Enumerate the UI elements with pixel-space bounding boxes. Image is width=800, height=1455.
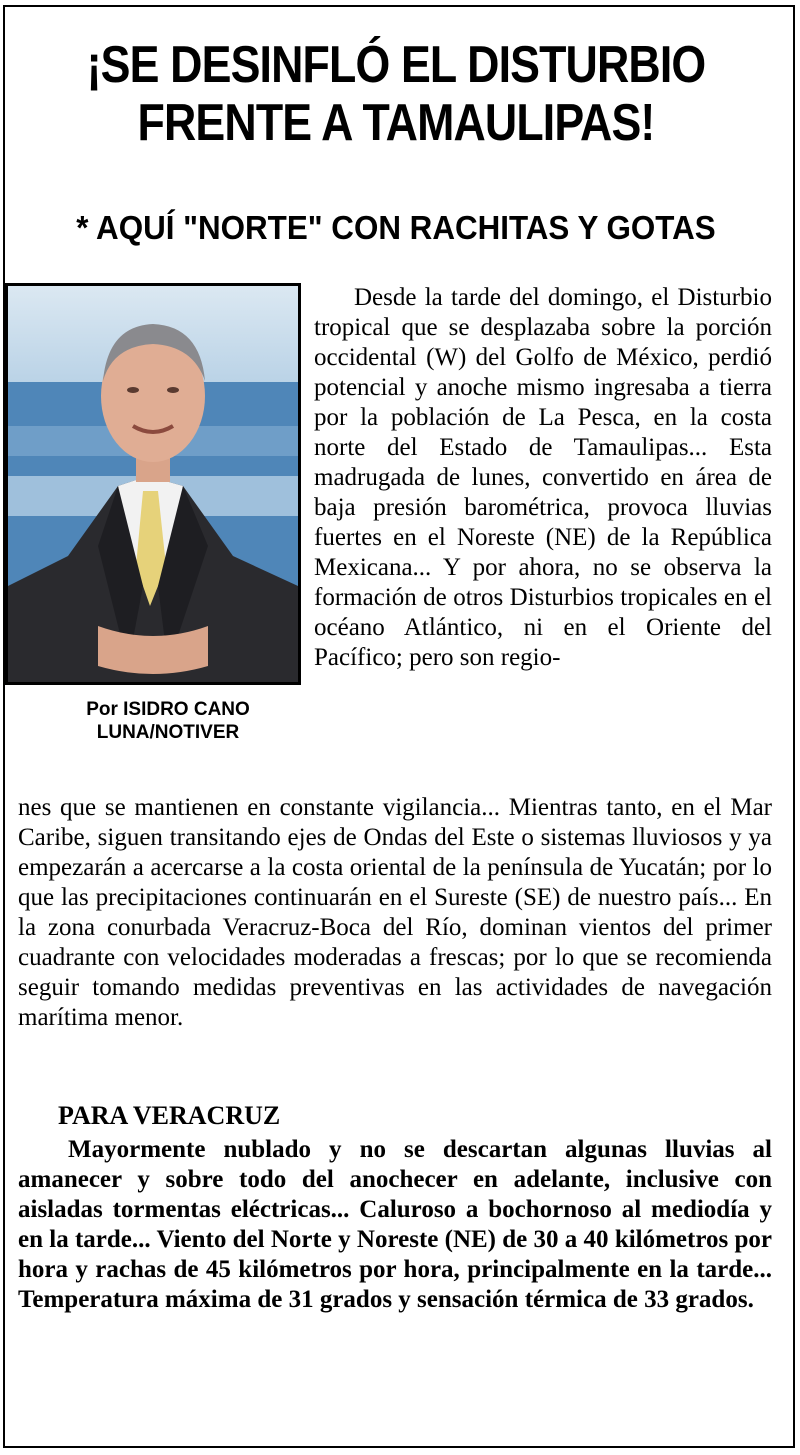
byline (18, 698, 318, 744)
headline-line-1: ¡SE DESINFLÓ EL DISTURBIO (86, 36, 706, 94)
author-photo (5, 283, 301, 685)
article-body-continued: nes que se mantienen en constante vigilancia... Mientras tanto, en el Mar Caribe, siguen transitando ejes de Ondas del Este o sistemas lluviosos y ya empezarán a acercarse a la costa oriental de la península de Yucatán; por lo que las precipitaciones continuarán en el Sureste (SE) de nuestro país... En la zona conurbada Veracruz-Boca del Río, dominan vientos del primer cuadrante con velocidades moderadas a frescas; por lo que se recomienda seguir tomando medidas preventivas en las actividades de navegación marítima menor. (18, 794, 772, 1031)
headline (55, 36, 736, 152)
headline-line-2: FRENTE A TAMAULIPAS! (137, 94, 655, 152)
byline-author: Por ISIDRO CANO (86, 699, 250, 720)
byline-agency: LUNA/NOTIVER (96, 722, 240, 743)
subheadline: * AQUÍ "NORTE" CON RACHITAS Y GOTAS (76, 209, 716, 246)
forecast-text: Mayormente nublado y no se descartan algunas lluvias al amanecer y sobre todo del anochecer en adelante, inclusive con aisladas tormentas eléctricas... Caluroso a bochornoso al mediodía y en la tarde... Viento del Norte y Noreste (NE) de 30 a 40 kilómetros por hora y rachas de 45 kilómetros por hora, principalmente en la tarde... Temperatura máxima de 31 grados y sensación térmica de 33 grados. (18, 1136, 772, 1313)
section-title: PARA VERACRUZ (58, 1101, 281, 1130)
article-body-column: Desde la tarde del domingo, el Disturbio tropical que se desplazaba sobre la porción occidental (W) del Golfo de México, perdió potencial y anoche mismo ingresaba a tierra por la población de La Pesca, en la costa norte del Estado de Tamaulipas... Esta madrugada de lunes, convertido en área de baja presión barométrica, provoca lluvias fuertes en el Noreste (NE) de la República Mexicana... Y por ahora, no se observa la formación de otros Disturbios tropicales en el océano Atlántico, ni en el Oriente del Pacífico; pero son regio- (314, 284, 772, 671)
portrait-photo-icon (8, 286, 298, 682)
